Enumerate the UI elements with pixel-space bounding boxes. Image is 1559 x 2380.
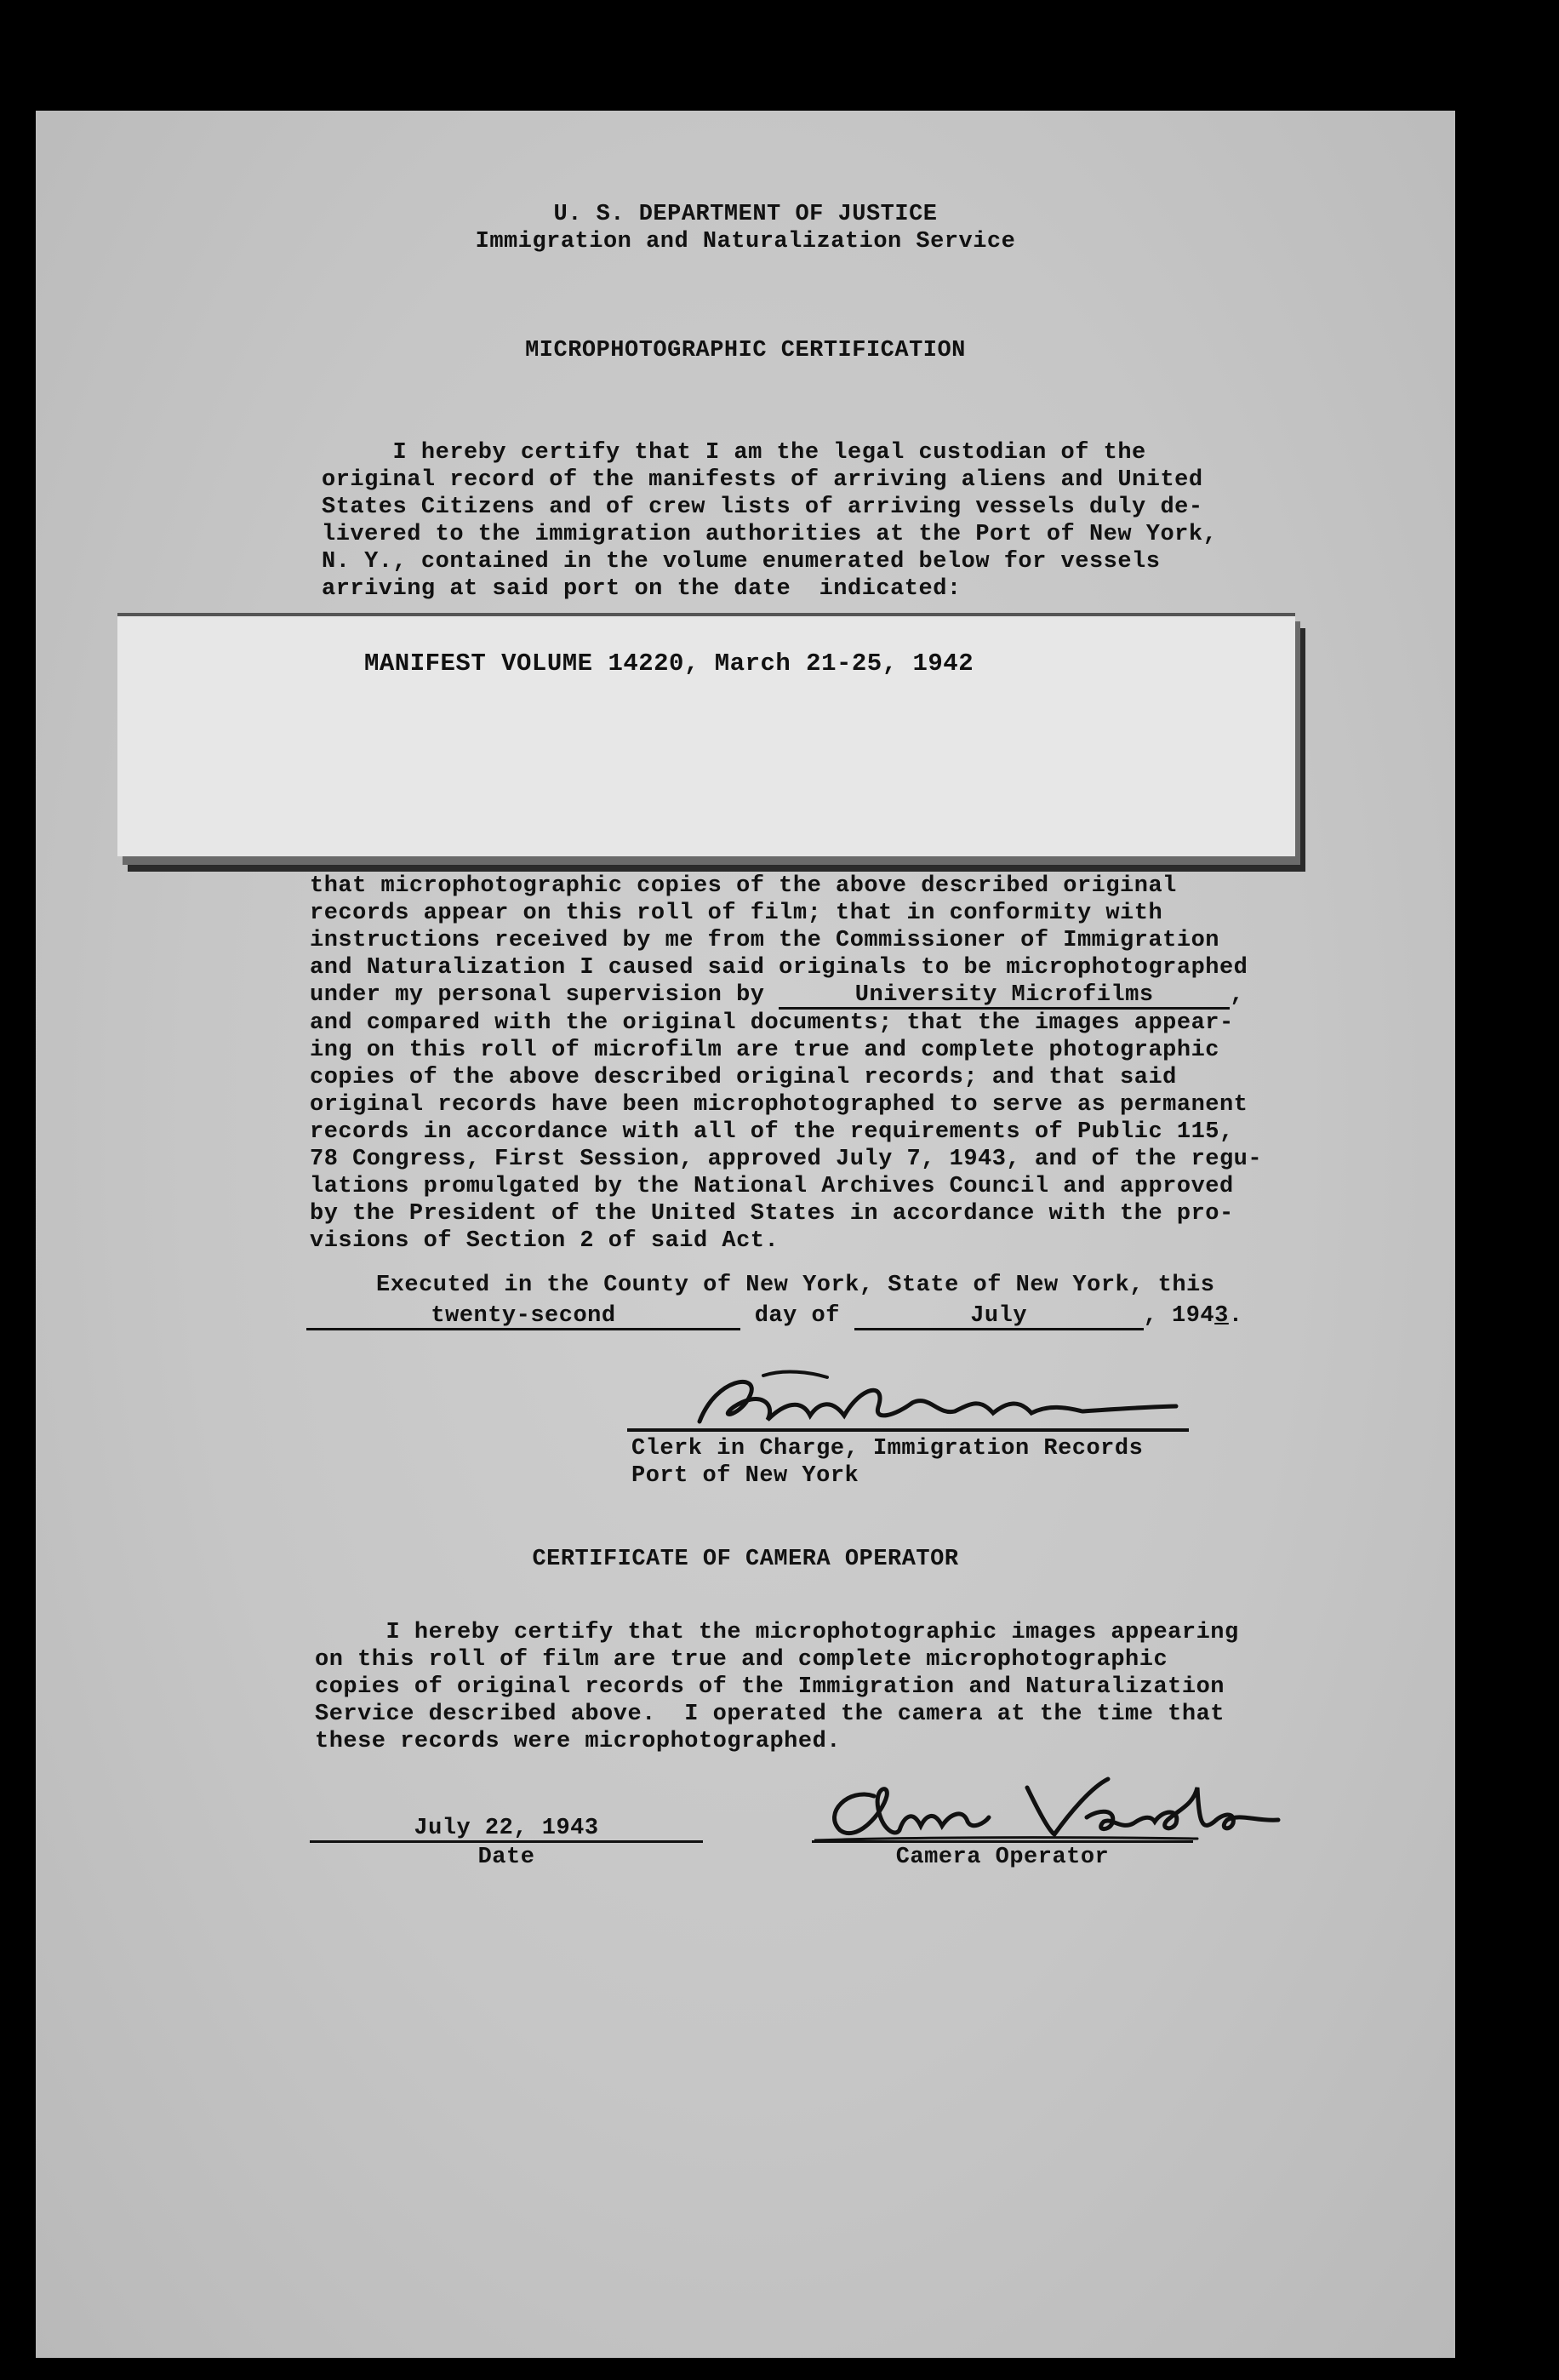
clerk-signature: [682, 1369, 1193, 1437]
paragraph-line: I hereby certify that I am the legal custodian of the: [322, 440, 1146, 466]
department-heading: U. S. DEPARTMENT OF JUSTICE: [553, 202, 938, 227]
certificate-page: [36, 111, 1455, 2358]
paragraph-line: by the President of the United States in accordance with the pro-: [310, 1201, 1234, 1227]
execution-date-row: [306, 1302, 1243, 1330]
paragraph-line: Service described above. I operated the camera at the time that: [315, 1702, 1225, 1727]
paragraph-line: visions of Section 2 of said Act.: [310, 1228, 780, 1254]
paragraph-line: 78 Congress, First Session, approved July 7, 1943, and of the regu-: [310, 1147, 1263, 1172]
paragraph-line: N. Y., contained in the volume enumerated below for vessels: [322, 549, 1161, 575]
custodian-paragraph: [322, 439, 1309, 603]
date-label: Date: [477, 1845, 535, 1870]
operator-signature: [814, 1771, 1291, 1847]
paragraph-line: original record of the manifests of arriving aliens and United: [322, 467, 1203, 493]
certification-title: MICROPHOTOGRAPHIC CERTIFICATION: [525, 338, 966, 363]
clerk-signature-line: [627, 1428, 1189, 1432]
paragraph-line: lations promulgated by the National Archives Council and approved: [310, 1174, 1234, 1199]
paragraph-line: that microphotographic copies of the above described original: [310, 873, 1177, 899]
camera-certificate-paragraph: [315, 1619, 1302, 1755]
paragraph-line: these records were microphotographed.: [315, 1729, 841, 1754]
supervisor-field: University Microfilms: [779, 983, 1230, 1010]
year-prefix: , 194: [1143, 1303, 1215, 1329]
paragraph-line: on this roll of film are true and complete microphotographic: [315, 1647, 1168, 1673]
execution-statement: Executed in the County of New York, State of New York, this: [376, 1273, 1215, 1298]
paragraph-line: records in accordance with all of the requirements of Public 115,: [310, 1119, 1234, 1145]
paragraph-line: arriving at said port on the date indicated:: [322, 576, 962, 602]
paragraph-line: original records have been microphotographed to serve as permanent: [310, 1092, 1248, 1118]
paragraph-line: and compared with the original documents; that the images appear-: [310, 1010, 1234, 1036]
clerk-port: Port of New York: [631, 1463, 859, 1489]
year-suffix: .: [1228, 1303, 1243, 1329]
year-last-digit: 3: [1214, 1303, 1229, 1329]
paragraph-line: and Naturalization I caused said originals to be microphotographed: [310, 955, 1248, 981]
manifest-volume-label: MANIFEST VOLUME 14220, March 21-25, 1942: [364, 649, 974, 678]
supervision-suffix: ,: [1230, 982, 1244, 1008]
paragraph-line: livered to the immigration authorities at the Port of New York,: [322, 522, 1218, 547]
day-of-text: day of: [754, 1303, 840, 1329]
camera-operator-line: [812, 1840, 1193, 1843]
operator-date-value: July 22, 1943: [414, 1816, 599, 1841]
camera-operator-label: Camera Operator: [895, 1845, 1110, 1870]
supervision-prefix: under my personal supervision by: [310, 982, 780, 1008]
date-line: [310, 1840, 703, 1843]
paragraph-line: ing on this roll of microfilm are true and complete photographic: [310, 1038, 1219, 1063]
service-heading: Immigration and Naturalization Service: [475, 229, 1016, 255]
paragraph-line: copies of the above described original records; and that said: [310, 1065, 1177, 1090]
camera-certificate-title: CERTIFICATE OF CAMERA OPERATOR: [532, 1547, 959, 1572]
paragraph-line: States Citizens and of crew lists of arriving vessels duly de-: [322, 495, 1203, 520]
month-field: July: [854, 1304, 1144, 1330]
paragraph-line: instructions received by me from the Commissioner of Immigration: [310, 928, 1219, 953]
supervision-line: [310, 981, 1348, 1010]
volume-label-card: [117, 613, 1295, 856]
paragraph-line: records appear on this roll of film; that in conformity with: [310, 901, 1163, 926]
paragraph-line: I hereby certify that the microphotographic images appearing: [315, 1620, 1239, 1645]
clerk-title: Clerk in Charge, Immigration Records: [631, 1436, 1144, 1462]
day-field: twenty-second: [306, 1304, 740, 1330]
microphotograph-paragraph: [310, 872, 1348, 1255]
paragraph-line: copies of original records of the Immigration and Naturalization: [315, 1674, 1225, 1700]
